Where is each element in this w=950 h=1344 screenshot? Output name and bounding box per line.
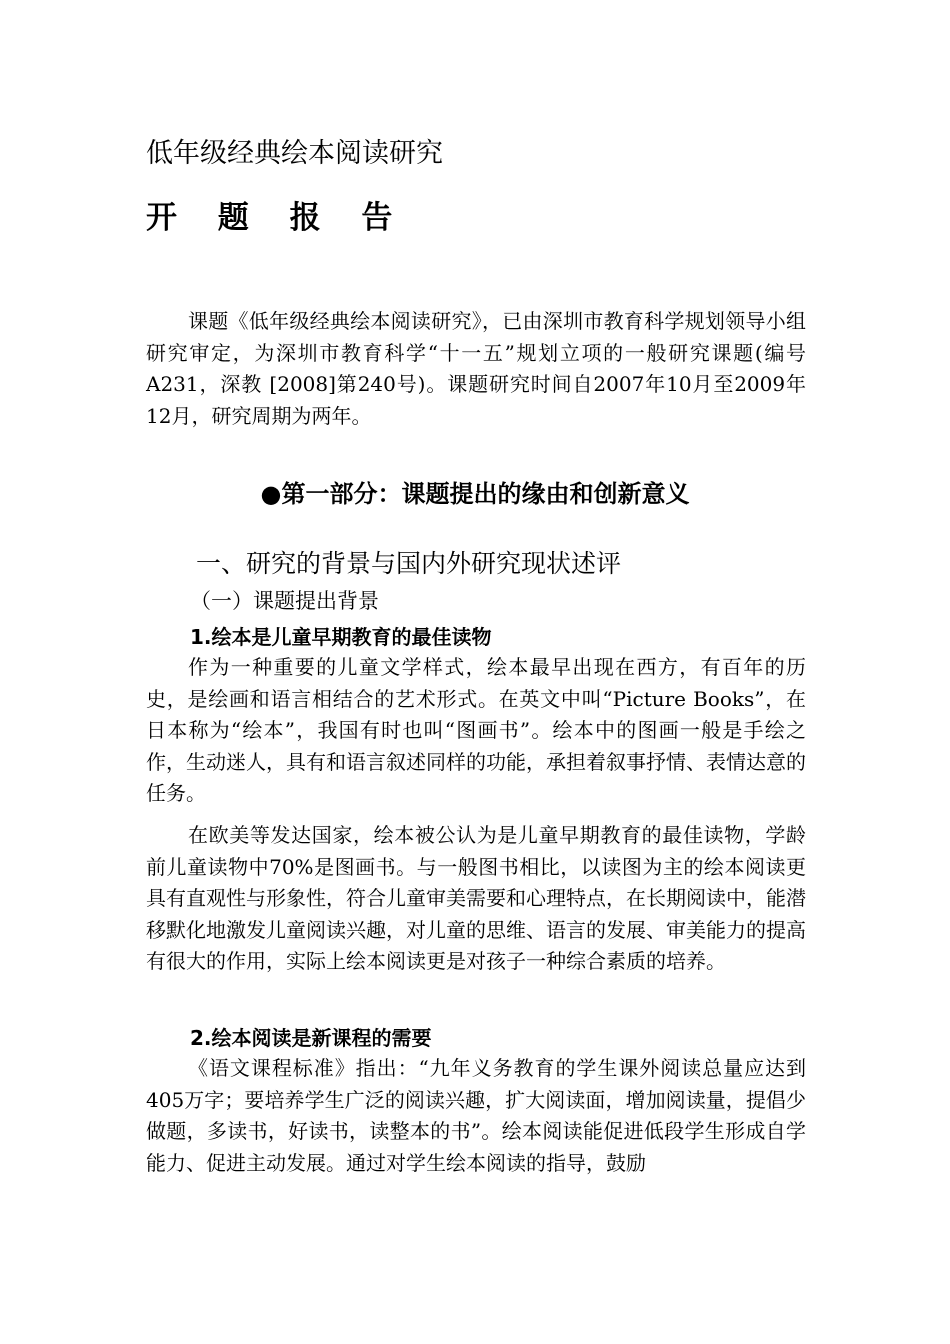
report-heading: 开 题 报 告 (146, 200, 408, 236)
subsection-heading: 一、研究的背景与国内外研究现状述评 (196, 549, 622, 578)
point-1-heading: 1.绘本是儿童早期教育的最佳读物 (190, 625, 492, 649)
document-title: 低年级经典绘本阅读研究 (146, 138, 443, 169)
point-1-paragraph-1: 作为一种重要的儿童文学样式，绘本最早出现在西方，有百年的历史，是绘画和语言相结合的艺术形式。在英文中叫“Picture Books”，在日本称为“绘本”，我国有时也叫“图画书”。绘本中的图画一般是手绘之作，生动迷人，具有和语言叙述同样的功能，承担着叙事抒情、表情达意的任务。 (146, 655, 806, 805)
point-1-paragraph-2: 在欧美等发达国家，绘本被公认为是儿童早期教育的最佳读物，学龄前儿童读物中70%是图画书。与一般图书相比，以读图为主的绘本阅读更具有直观性与形象性，符合儿童审美需要和心理特点，在长期阅读中，能潜移默化地激发儿童阅读兴趣，对儿童的思维、语言的发展、审美能力的提高有很大的作用，实际上绘本阅读更是对孩子一种综合素质的培养。 (146, 823, 806, 973)
point-2-paragraph-1: 《语文课程标准》指出：“九年义务教育的学生课外阅读总量应达到405万字；要培养学生广泛的阅读兴趣，扩大阅读面，增加阅读量，提倡少做题，多读书，好读书，读整本的书”。绘本阅读能促进低段学生形成自学能力、促进主动发展。通过对学生绘本阅读的指导，鼓励 (146, 1056, 806, 1175)
sub-subsection-heading: （一）课题提出背景 (190, 589, 379, 613)
intro-paragraph: 课题《低年级经典绘本阅读研究》，已由深圳市教育科学规划领导小组研究审定，为深圳市教育科学“十一五”规划立项的一般研究课题(编号A231，深教 [2008]第240号)。课题研究时间自2007年10月至2009年12月，研究周期为两年。 (146, 309, 806, 428)
section-heading: ●第一部分：课题提出的缘由和创新意义 (260, 480, 690, 508)
point-2-heading: 2.绘本阅读是新课程的需要 (190, 1026, 432, 1050)
